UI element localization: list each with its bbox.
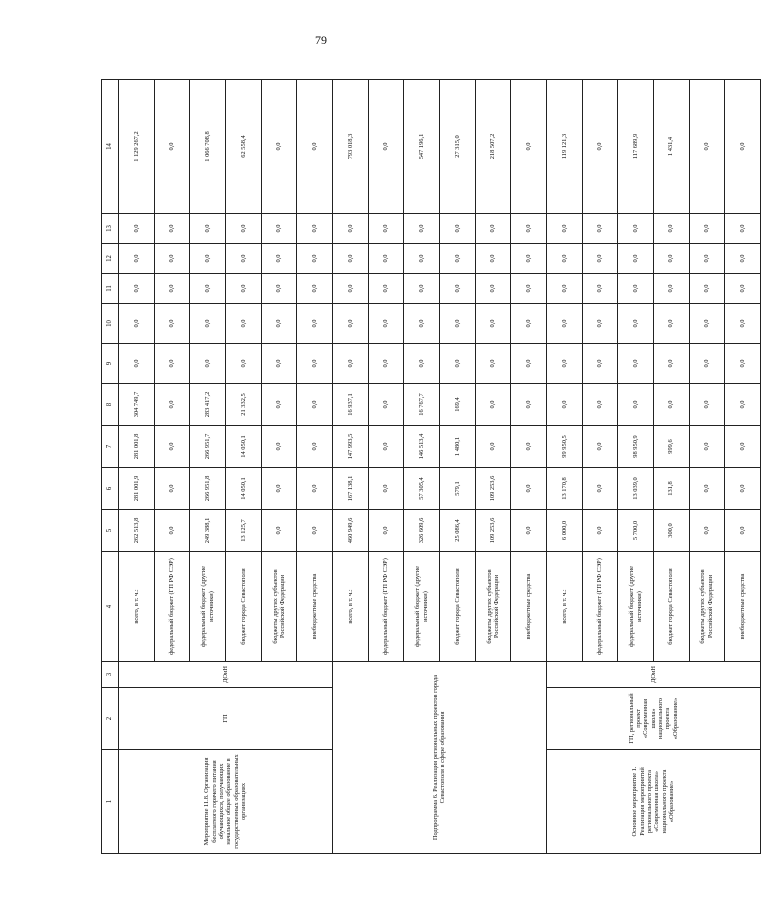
value-cell: 0,0 (475, 274, 511, 304)
funding-source: федеральный бюджет (ГП РФ СЭР) (368, 552, 404, 662)
value-cell: 0,0 (475, 426, 511, 468)
value-cell: 1 431,4 (653, 80, 689, 214)
value-cell: 0,0 (368, 304, 404, 344)
col-header: 8 (102, 384, 119, 426)
value-cell: 109 253,6 (475, 510, 511, 552)
value-cell: 0,0 (618, 244, 654, 274)
value-cell: 304 749,7 (119, 384, 155, 426)
col-header: 14 (102, 80, 119, 214)
value-cell: 266 951,8 (190, 468, 226, 510)
value-cell: 0,0 (154, 468, 190, 510)
value-cell: 0,0 (297, 468, 333, 510)
value-cell: 0,0 (689, 304, 725, 344)
value-cell: 0,0 (653, 384, 689, 426)
value-cell: 0,0 (618, 384, 654, 426)
value-cell: 0,0 (154, 426, 190, 468)
value-cell: 0,0 (261, 426, 297, 468)
value-cell: 0,0 (475, 384, 511, 426)
value-cell: 0,0 (511, 80, 547, 214)
value-cell: 0,0 (511, 426, 547, 468)
value-cell: 0,0 (653, 344, 689, 384)
budget-table (101, 79, 761, 854)
value-cell: 0,0 (154, 344, 190, 384)
value-cell: 0,0 (154, 304, 190, 344)
funding-source: бюджет города Севастополя (653, 552, 689, 662)
value-cell: 99 950,5 (546, 426, 582, 468)
value-cell: 0,0 (225, 244, 261, 274)
col-header: 1 (102, 750, 119, 854)
value-cell: 0,0 (261, 304, 297, 344)
value-cell: 169,4 (439, 384, 475, 426)
value-cell: 0,0 (511, 304, 547, 344)
value-cell: 0,0 (332, 274, 368, 304)
value-cell: 0,0 (404, 214, 440, 244)
value-cell: 0,0 (261, 80, 297, 214)
value-cell: 0,0 (439, 244, 475, 274)
value-cell: 0,0 (368, 274, 404, 304)
value-cell: 117 689,9 (618, 80, 654, 214)
value-cell: 0,0 (511, 468, 547, 510)
value-cell: 0,0 (725, 214, 761, 244)
value-cell: 0,0 (725, 384, 761, 426)
value-cell: 0,0 (261, 468, 297, 510)
value-cell: 283 417,2 (190, 384, 226, 426)
funding-source: федеральный бюджет (другие источники) (404, 552, 440, 662)
col-header: 4 (102, 552, 119, 662)
value-cell: 0,0 (725, 510, 761, 552)
value-cell: 0,0 (261, 244, 297, 274)
value-cell: 0,0 (190, 304, 226, 344)
col-header: 11 (102, 274, 119, 304)
value-cell: 0,0 (297, 214, 333, 244)
col-header: 5 (102, 510, 119, 552)
col-header: 7 (102, 426, 119, 468)
value-cell: 0,0 (332, 304, 368, 344)
value-cell: 0,0 (190, 214, 226, 244)
value-cell: 0,0 (511, 384, 547, 426)
value-cell: 999,6 (653, 426, 689, 468)
value-cell: 0,0 (297, 344, 333, 384)
value-cell: 0,0 (261, 274, 297, 304)
value-cell: 0,0 (475, 244, 511, 274)
value-cell: 0,0 (546, 304, 582, 344)
value-cell: 0,0 (297, 304, 333, 344)
value-cell: 0,0 (154, 274, 190, 304)
value-cell: 0,0 (725, 344, 761, 384)
value-cell: 0,0 (119, 244, 155, 274)
col-header: 10 (102, 304, 119, 344)
funding-source: бюджеты других субъектов Российской Федерации (689, 552, 725, 662)
value-cell: 0,0 (332, 214, 368, 244)
value-cell: 547 196,1 (404, 80, 440, 214)
value-cell: 0,0 (653, 214, 689, 244)
value-cell: 0,0 (582, 384, 618, 426)
value-cell: 266 951,7 (190, 426, 226, 468)
column-number-row (102, 80, 119, 854)
value-cell: 281 001,9 (119, 468, 155, 510)
value-cell: 0,0 (225, 304, 261, 344)
value-cell: 13 125,7 (225, 510, 261, 552)
funding-source: внебюджетные средства (511, 552, 547, 662)
value-cell: 0,0 (225, 344, 261, 384)
value-cell: 0,0 (546, 274, 582, 304)
value-cell: 0,0 (368, 384, 404, 426)
value-cell: 0,0 (404, 344, 440, 384)
value-cell: 0,0 (618, 304, 654, 344)
rotated-table-content (101, 80, 746, 854)
table-body (102, 80, 761, 854)
value-cell: 0,0 (725, 80, 761, 214)
value-cell: 0,0 (297, 80, 333, 214)
value-cell: 262 513,8 (119, 510, 155, 552)
funding-source: всего, в т. ч.: (332, 552, 368, 662)
value-cell: 0,0 (582, 304, 618, 344)
value-cell: 281 001,8 (119, 426, 155, 468)
value-cell: 0,0 (404, 244, 440, 274)
value-cell: 0,0 (332, 244, 368, 274)
value-cell: 0,0 (475, 304, 511, 344)
value-cell: 326 609,6 (404, 510, 440, 552)
value-cell: 0,0 (511, 510, 547, 552)
value-cell: 146 513,4 (404, 426, 440, 468)
col-header: 9 (102, 344, 119, 384)
value-cell: 0,0 (190, 344, 226, 384)
value-cell: 0,0 (368, 426, 404, 468)
activity-name: Основное мероприятие 1. Реализация мероприятий регионального проекта «Современная школа» национального проекта «Образование» (546, 750, 760, 854)
value-cell: 0,0 (368, 510, 404, 552)
value-cell: 1 066 708,8 (190, 80, 226, 214)
funding-source: федеральный бюджет (другие источники) (618, 552, 654, 662)
page-number: 79 (315, 33, 327, 47)
value-cell: 249 388,1 (190, 510, 226, 552)
value-cell: 14 050,1 (225, 468, 261, 510)
value-cell: 0,0 (475, 344, 511, 384)
value-cell: 0,0 (225, 274, 261, 304)
value-cell: 0,0 (439, 304, 475, 344)
funding-source: бюджет города Севастополя (439, 552, 475, 662)
value-cell: 0,0 (582, 274, 618, 304)
value-cell: 6 000,0 (546, 510, 582, 552)
value-cell: 0,0 (618, 344, 654, 384)
value-cell: 0,0 (119, 274, 155, 304)
value-cell: 0,0 (689, 274, 725, 304)
funding-source: всего, в т. ч.: (119, 552, 155, 662)
value-cell: 0,0 (154, 244, 190, 274)
value-cell: 0,0 (297, 244, 333, 274)
value-cell: 0,0 (297, 510, 333, 552)
value-cell: 5 700,0 (618, 510, 654, 552)
value-cell: 14 050,1 (225, 426, 261, 468)
value-cell: 1 480,1 (439, 426, 475, 468)
value-cell: 0,0 (368, 468, 404, 510)
funding-source: федеральный бюджет (другие источники) (190, 552, 226, 662)
funding-source: бюджеты других субъектов Российской Федерации (261, 552, 297, 662)
value-cell: 0,0 (511, 214, 547, 244)
value-cell: 0,0 (618, 214, 654, 244)
value-cell: 0,0 (154, 384, 190, 426)
program-name: ГП (119, 688, 333, 750)
value-cell: 98 950,9 (618, 426, 654, 468)
value-cell: 0,0 (297, 384, 333, 426)
value-cell: 0,0 (368, 244, 404, 274)
value-cell: 13 039,0 (618, 468, 654, 510)
value-cell: 13 170,8 (546, 468, 582, 510)
value-cell: 0,0 (368, 344, 404, 384)
value-cell: 0,0 (546, 344, 582, 384)
value-cell: 1 129 267,2 (119, 80, 155, 214)
value-cell: 147 993,5 (332, 426, 368, 468)
value-cell: 0,0 (582, 426, 618, 468)
funding-source: всего, в т. ч.: (546, 552, 582, 662)
value-cell: 0,0 (653, 244, 689, 274)
funding-source: бюджет города Севастополя (225, 552, 261, 662)
value-cell: 0,0 (689, 510, 725, 552)
rotated-table-frame (101, 80, 746, 854)
value-cell: 0,0 (190, 244, 226, 274)
value-cell: 0,0 (689, 426, 725, 468)
col-header: 6 (102, 468, 119, 510)
value-cell: 0,0 (725, 304, 761, 344)
value-cell: 0,0 (261, 384, 297, 426)
value-cell: 0,0 (546, 214, 582, 244)
value-cell: 0,0 (119, 214, 155, 244)
value-cell: 0,0 (368, 80, 404, 214)
executor-name: ДОиН (119, 662, 333, 688)
value-cell: 0,0 (546, 244, 582, 274)
funding-source: федеральный бюджет (ГП РФ СЭР) (154, 552, 190, 662)
value-cell: 0,0 (475, 214, 511, 244)
program-name: ГП, региональный проект «Современная школа» национального проекта «Образование» (546, 688, 760, 750)
col-header: 13 (102, 214, 119, 244)
value-cell: 0,0 (725, 274, 761, 304)
value-cell: 0,0 (154, 80, 190, 214)
col-header: 2 (102, 688, 119, 750)
value-cell: 27 315,0 (439, 80, 475, 214)
table-row (546, 80, 582, 854)
table-row (332, 80, 368, 854)
funding-source: внебюджетные средства (297, 552, 333, 662)
value-cell: 0,0 (653, 274, 689, 304)
funding-source: федеральный бюджет (ГП РФ СЭР) (582, 552, 618, 662)
col-header: 12 (102, 244, 119, 274)
value-cell: 0,0 (582, 468, 618, 510)
value-cell: 62 558,4 (225, 80, 261, 214)
value-cell: 25 086,4 (439, 510, 475, 552)
value-cell: 579,1 (439, 468, 475, 510)
value-cell: 0,0 (297, 274, 333, 304)
value-cell: 0,0 (582, 214, 618, 244)
value-cell: 0,0 (404, 304, 440, 344)
value-cell: 119 121,3 (546, 80, 582, 214)
value-cell: 167 138,1 (332, 468, 368, 510)
value-cell: 0,0 (439, 214, 475, 244)
value-cell: 0,0 (582, 344, 618, 384)
value-cell: 0,0 (689, 384, 725, 426)
value-cell: 0,0 (332, 344, 368, 384)
value-cell: 0,0 (689, 344, 725, 384)
value-cell: 0,0 (725, 244, 761, 274)
value-cell: 300,0 (653, 510, 689, 552)
value-cell: 218 507,2 (475, 80, 511, 214)
value-cell: 0,0 (511, 344, 547, 384)
value-cell: 0,0 (546, 384, 582, 426)
col-header: 3 (102, 662, 119, 688)
value-cell: 0,0 (261, 510, 297, 552)
value-cell: 57 305,4 (404, 468, 440, 510)
value-cell: 21 332,5 (225, 384, 261, 426)
value-cell: 0,0 (190, 274, 226, 304)
value-cell: 0,0 (582, 244, 618, 274)
value-cell: 0,0 (511, 274, 547, 304)
activity-name: Мероприятие 11.8. Организация бесплатного горячего питания обучающихся, получающих начальное общее образование в государственных образовательных организациях (119, 750, 333, 854)
funding-source: бюджеты других субъектов Российской Федерации (475, 552, 511, 662)
value-cell: 0,0 (368, 214, 404, 244)
value-cell: 0,0 (119, 344, 155, 384)
executor-name: ДОиН (546, 662, 760, 688)
value-cell: 0,0 (261, 344, 297, 384)
value-cell: 0,0 (689, 468, 725, 510)
value-cell: 0,0 (261, 214, 297, 244)
value-cell: 0,0 (618, 274, 654, 304)
value-cell: 0,0 (439, 274, 475, 304)
value-cell: 0,0 (404, 274, 440, 304)
value-cell: 0,0 (653, 304, 689, 344)
value-cell: 0,0 (689, 214, 725, 244)
value-cell: 16 767,7 (404, 384, 440, 426)
value-cell: 131,8 (653, 468, 689, 510)
value-cell: 0,0 (154, 510, 190, 552)
value-cell: 0,0 (511, 244, 547, 274)
table-row (119, 80, 155, 854)
value-cell: 0,0 (582, 510, 618, 552)
value-cell: 0,0 (225, 214, 261, 244)
value-cell: 0,0 (297, 426, 333, 468)
value-cell: 0,0 (689, 244, 725, 274)
funding-source: внебюджетные средства (725, 552, 761, 662)
value-cell: 0,0 (689, 80, 725, 214)
value-cell: 0,0 (439, 344, 475, 384)
value-cell: 460 949,6 (332, 510, 368, 552)
value-cell: 0,0 (154, 214, 190, 244)
value-cell: 0,0 (725, 426, 761, 468)
value-cell: 109 253,6 (475, 468, 511, 510)
value-cell: 0,0 (119, 304, 155, 344)
subprogram-title: Подпрограмма 6. Реализация региональных проектов города Севастополя в сфере образования (332, 662, 546, 854)
value-cell: 793 018,3 (332, 80, 368, 214)
value-cell: 16 937,1 (332, 384, 368, 426)
value-cell: 0,0 (582, 80, 618, 214)
value-cell: 0,0 (725, 468, 761, 510)
